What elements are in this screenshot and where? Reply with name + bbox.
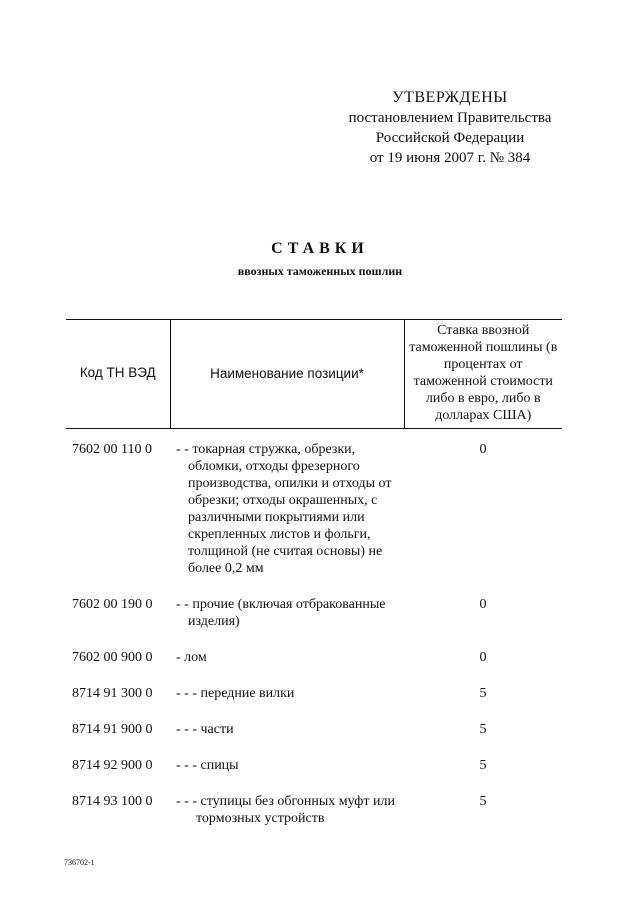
- row-code: 7602 00 110 0: [72, 442, 152, 457]
- table-row: [66, 702, 562, 738]
- row-rate: 5: [479, 794, 487, 809]
- row-code: 8714 93 100 0: [72, 794, 153, 809]
- approval-line-3: от 19 июня 2007 г. № 384: [369, 150, 531, 166]
- row-rate: 0: [479, 442, 487, 457]
- row-name: - лом: [176, 650, 207, 665]
- header-rate: Ставка ввозной таможенной пошлины (в процентах от таможенной стоимости либо в евро, либо в долларах США): [404, 320, 562, 429]
- table-row: [66, 738, 562, 774]
- row-name: - - прочие (включая отбракованные изделия): [176, 597, 386, 629]
- table-row: [66, 429, 562, 578]
- row-code: 8714 91 900 0: [72, 722, 153, 737]
- row-code: 7602 00 900 0: [72, 650, 153, 665]
- table-row: [66, 774, 562, 827]
- row-name: - - - части: [176, 722, 234, 737]
- row-name: - - токарная стружка, обрезки, обломки, отходы фрезерного производства, опилки и отходы от обрезки; отходы окрашенных, с различными покрытиями или скрепленных листов и фольги, толщиной (не считая основы) не более 0,2 мм: [176, 442, 392, 576]
- row-rate: 5: [479, 686, 487, 701]
- header-code: Код ТН ВЭД: [66, 320, 170, 429]
- table-header-row: [66, 320, 562, 429]
- document-subtitle: ввозных таможенных пошлин: [237, 264, 403, 278]
- table-row: [66, 630, 562, 666]
- table-row: [66, 666, 562, 702]
- row-name: - - - ступицы без обгонных муфт или тормозных устройств: [176, 794, 395, 826]
- rates-table: [66, 319, 562, 827]
- row-rate: 0: [479, 597, 487, 612]
- row-code: 7602 00 190 0: [72, 597, 153, 612]
- document-title: СТАВКИ: [271, 240, 369, 257]
- row-name: - - - спицы: [176, 758, 239, 773]
- approval-line-1: постановлением Правительства: [348, 110, 552, 126]
- row-code: 8714 91 300 0: [72, 686, 153, 701]
- approval-block: [330, 88, 570, 168]
- approval-heading: УТВЕРЖДЕНЫ: [392, 89, 508, 106]
- document-id-footer: 736702-1: [64, 858, 95, 867]
- header-name: Наименование позиции*: [170, 320, 404, 429]
- row-name: - - - передние вилки: [176, 686, 295, 701]
- approval-line-2: Российской Федерации: [375, 130, 525, 146]
- row-rate: 5: [479, 722, 487, 737]
- row-rate: 5: [479, 758, 487, 773]
- row-code: 8714 92 900 0: [72, 758, 153, 773]
- row-rate: 0: [479, 650, 487, 665]
- table-row: [66, 577, 562, 630]
